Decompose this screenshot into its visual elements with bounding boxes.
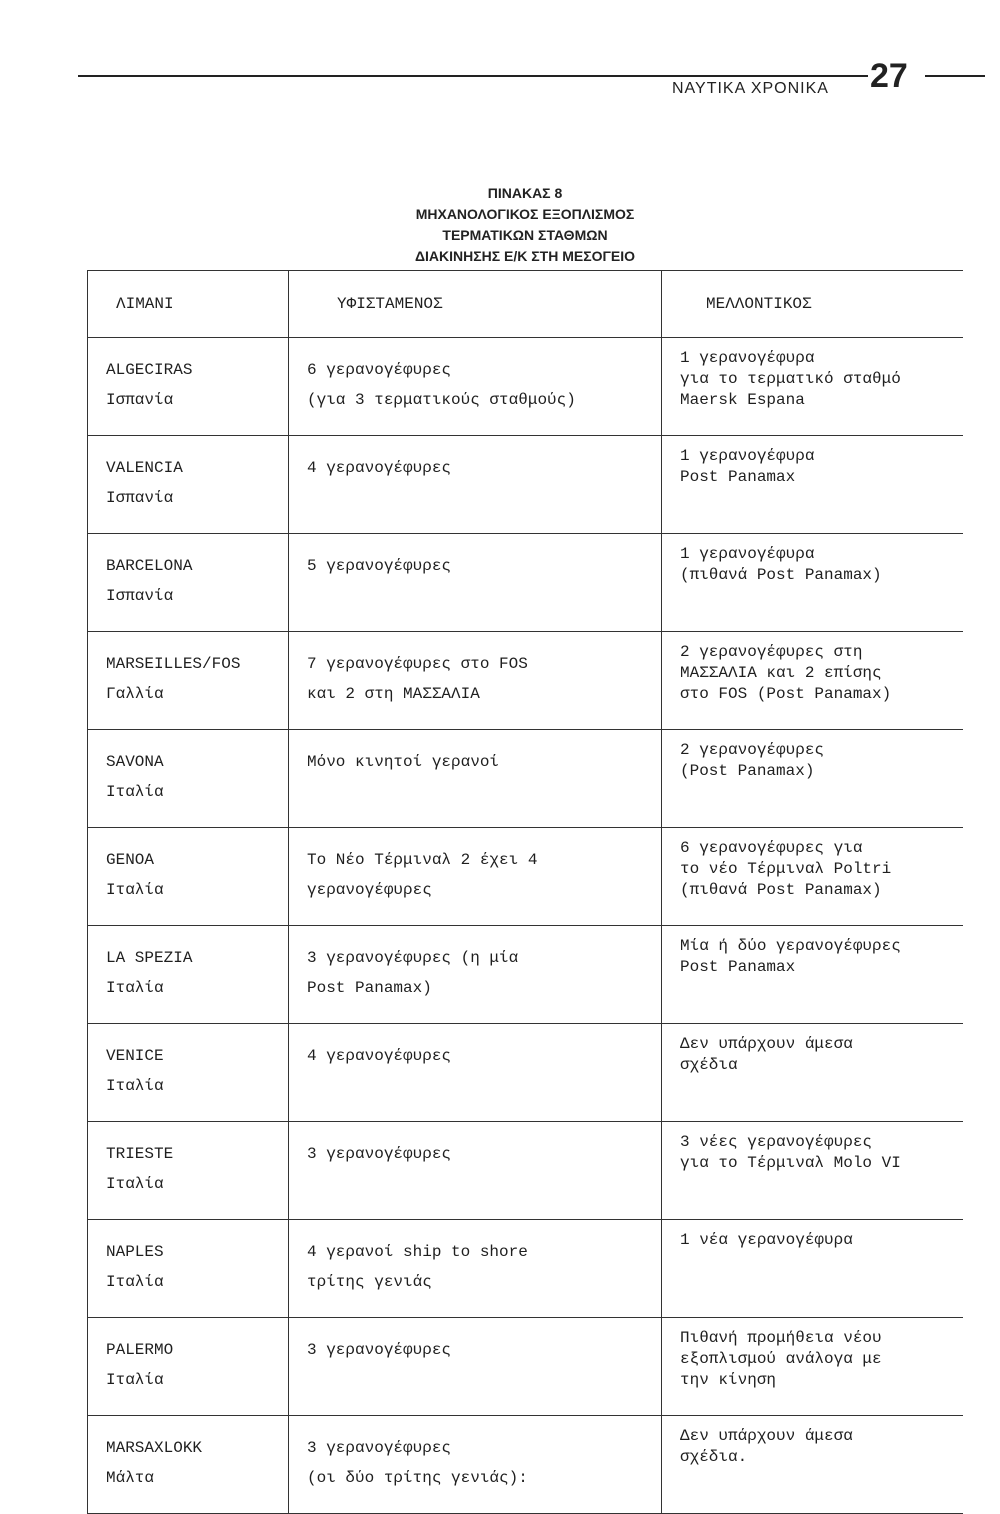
future-equipment-line: Δεν υπάρχουν άμεσα (680, 1035, 853, 1053)
future-equipment-line: (Post Panamax) (680, 762, 815, 780)
port-country: Ιταλία (106, 1077, 164, 1095)
future-equipment-line: Δεν υπάρχουν άμεσα (680, 1427, 853, 1445)
current-equipment-line (307, 1169, 653, 1199)
current-equipment-line: 3 γερανογέφυρες (η μία (307, 949, 519, 967)
port-name: VENICE (106, 1047, 164, 1065)
future-equipment-line: 1 γερανογέφυρα (680, 349, 815, 367)
port-name: NAPLES (106, 1243, 164, 1261)
future-equipment-line (680, 1174, 955, 1195)
port-country: Μάλτα (106, 1469, 155, 1487)
current-equipment-cell (289, 1318, 662, 1416)
future-equipment-cell (662, 436, 963, 534)
port-name: LA SPEZIA (106, 949, 193, 967)
future-equipment-line: 3 νέες γερανογέφυρες (680, 1133, 873, 1151)
current-equipment-cell (289, 1416, 662, 1514)
current-equipment-cell (289, 730, 662, 828)
future-equipment-line (680, 1272, 955, 1293)
table-caption (290, 183, 760, 267)
port-country: Ιταλία (106, 881, 164, 899)
port-cell (88, 338, 289, 436)
future-equipment-line: Post Panamax (680, 468, 796, 486)
header-port: ΛΙΜΑΝΙ (88, 271, 289, 338)
future-equipment-line: Maersk Espana (680, 391, 805, 409)
current-equipment-line: (οι δύο τρίτης γενιάς): (307, 1469, 528, 1487)
future-equipment-line: Μία ή δύο γερανογέφυρες (680, 937, 901, 955)
future-equipment-line (680, 978, 955, 999)
port-country: Ιταλία (106, 783, 164, 801)
future-equipment-line: για το τερματικό σταθμό (680, 370, 901, 388)
table-row (88, 1318, 963, 1416)
port-cell (88, 1024, 289, 1122)
current-equipment-line: 4 γερανογέφυρες (307, 459, 452, 477)
table-row (88, 436, 963, 534)
current-equipment-cell (289, 1024, 662, 1122)
future-equipment-line: (πιθανά Post Panamax) (680, 566, 882, 584)
future-equipment-line: σχέδια. (680, 1448, 748, 1466)
table-row (88, 1416, 963, 1514)
port-cell (88, 534, 289, 632)
current-equipment-line: 4 γερανογέφυρες (307, 1047, 452, 1065)
table-row (88, 1220, 963, 1318)
current-equipment-line: Μόνο κινητοί γερανοί (307, 753, 500, 771)
current-equipment-line: 7 γερανογέφυρες στο FOS (307, 655, 528, 673)
port-cell (88, 828, 289, 926)
port-name: SAVONA (106, 753, 164, 771)
port-name: BARCELONA (106, 557, 193, 575)
current-equipment-line: και 2 στη ΜΑΣΣΑΛΙΑ (307, 685, 480, 703)
future-equipment-cell (662, 1024, 963, 1122)
current-equipment-cell (289, 1220, 662, 1318)
future-equipment-line (680, 1076, 955, 1097)
port-country: Γαλλία (106, 685, 164, 703)
journal-title: ΝΑΥΤΙΚΑ ΧΡΟΝΙΚΑ (672, 80, 829, 97)
future-equipment-cell (662, 632, 963, 730)
port-name: ALGECIRAS (106, 361, 193, 379)
current-equipment-line (307, 1071, 653, 1101)
caption-line-3: ΤΕΡΜΑΤΙΚΩΝ ΣΤΑΘΜΩΝ (442, 227, 608, 243)
table-row (88, 534, 963, 632)
current-equipment-line: 4 γερανοί ship to shore (307, 1243, 528, 1261)
port-cell (88, 730, 289, 828)
future-equipment-line: το νέο Τέρμιναλ Poltri (680, 860, 892, 878)
port-cell (88, 1220, 289, 1318)
future-equipment-line (680, 782, 955, 803)
current-equipment-line (307, 1365, 653, 1395)
current-equipment-line: 3 γερανογέφυρες (307, 1341, 452, 1359)
current-equipment-cell (289, 926, 662, 1024)
table-row (88, 338, 963, 436)
future-equipment-line: στο FOS (Post Panamax) (680, 685, 892, 703)
current-equipment-line (307, 581, 653, 611)
future-equipment-line (680, 586, 955, 607)
current-equipment-cell (289, 534, 662, 632)
port-country: Ισπανία (106, 587, 174, 605)
port-cell (88, 1318, 289, 1416)
future-equipment-line (680, 1251, 955, 1272)
current-equipment-cell (289, 632, 662, 730)
current-equipment-line: 3 γερανογέφυρες (307, 1145, 452, 1163)
future-equipment-line: την κίνηση (680, 1371, 777, 1389)
port-cell (88, 1416, 289, 1514)
future-equipment-line: 6 γερανογέφυρες για (680, 839, 863, 857)
port-name: MARSAXLOKK (106, 1439, 203, 1457)
port-cell (88, 436, 289, 534)
table-row (88, 1122, 963, 1220)
table-header-row (88, 271, 963, 338)
header-future: ΜΕΛΛΟΝΤΙΚΟΣ (662, 271, 963, 338)
future-equipment-line: ΜΑΣΣΑΛΙΑ και 2 επίσης (680, 664, 882, 682)
caption-line-4: ΔΙΑΚΙΝΗΣΗΣ Ε/Κ ΣΤΗ ΜΕΣΟΓΕΙΟ (414, 248, 636, 264)
future-equipment-line: 1 γερανογέφυρα (680, 447, 815, 465)
port-name: PALERMO (106, 1341, 174, 1359)
future-equipment-cell (662, 730, 963, 828)
current-equipment-line (307, 777, 653, 807)
current-equipment-line: (για 3 τερματικούς σταθμούς) (307, 391, 576, 409)
table-row (88, 828, 963, 926)
current-equipment-line (307, 483, 653, 513)
current-equipment-cell (289, 436, 662, 534)
port-country: Ιταλία (106, 1371, 164, 1389)
port-country: Ιταλία (106, 979, 164, 997)
port-country: Ιταλία (106, 1273, 164, 1291)
page-number: 27 (870, 57, 908, 95)
port-name: GENOA (106, 851, 155, 869)
header-rule-right (925, 75, 985, 77)
future-equipment-cell (662, 1416, 963, 1514)
current-equipment-cell (289, 338, 662, 436)
future-equipment-line: εξοπλισμού ανάλογα με (680, 1350, 882, 1368)
current-equipment-line: Post Panamax) (307, 979, 432, 997)
port-cell (88, 1122, 289, 1220)
future-equipment-line: 1 νέα γερανογέφυρα (680, 1231, 853, 1249)
future-equipment-cell (662, 534, 963, 632)
future-equipment-line: (πιθανά Post Panamax) (680, 881, 882, 899)
port-country: Ιταλία (106, 1175, 164, 1193)
port-cell (88, 926, 289, 1024)
future-equipment-line (680, 488, 955, 509)
port-name: MARSEILLES/FOS (106, 655, 241, 673)
current-equipment-cell (289, 828, 662, 926)
future-equipment-line: Πιθανή προμήθεια νέου (680, 1329, 882, 1347)
future-equipment-line: 1 γερανογέφυρα (680, 545, 815, 563)
port-name: TRIESTE (106, 1145, 174, 1163)
table-row (88, 730, 963, 828)
caption-line-2: ΜΗΧΑΝΟΛΟΓΙΚΟΣ ΕΞΟΠΛΙΣΜΟΣ (415, 206, 635, 222)
future-equipment-cell (662, 1318, 963, 1416)
header-rule-left (78, 75, 868, 77)
table-row (88, 1024, 963, 1122)
equipment-table (87, 270, 963, 1514)
port-country: Ισπανία (106, 391, 174, 409)
future-equipment-line: σχέδια (680, 1056, 738, 1074)
port-name: VALENCIA (106, 459, 183, 477)
current-equipment-cell (289, 1122, 662, 1220)
table-row (88, 926, 963, 1024)
current-equipment-line: Το Νέο Τέρμιναλ 2 έχει 4 (307, 851, 538, 869)
future-equipment-cell (662, 1220, 963, 1318)
current-equipment-line: 6 γερανογέφυρες (307, 361, 452, 379)
future-equipment-line: για το Τέρμιναλ Molo VI (680, 1154, 901, 1172)
future-equipment-line: 2 γερανογέφυρες στη (680, 643, 863, 661)
port-cell (88, 632, 289, 730)
future-equipment-cell (662, 926, 963, 1024)
future-equipment-line: 2 γερανογέφυρες (680, 741, 825, 759)
current-equipment-line: 5 γερανογέφυρες (307, 557, 452, 575)
future-equipment-cell (662, 1122, 963, 1220)
current-equipment-line: 3 γερανογέφυρες (307, 1439, 452, 1457)
future-equipment-cell (662, 338, 963, 436)
table-row (88, 632, 963, 730)
future-equipment-line (680, 1468, 955, 1489)
current-equipment-line: τρίτης γενιάς (307, 1273, 432, 1291)
port-country: Ισπανία (106, 489, 174, 507)
future-equipment-cell (662, 828, 963, 926)
future-equipment-line: Post Panamax (680, 958, 796, 976)
caption-line-1: ΠΙΝΑΚΑΣ 8 (487, 185, 563, 201)
current-equipment-line: γερανογέφυρες (307, 881, 432, 899)
header-current: ΥΦΙΣΤΑΜΕΝΟΣ (289, 271, 662, 338)
